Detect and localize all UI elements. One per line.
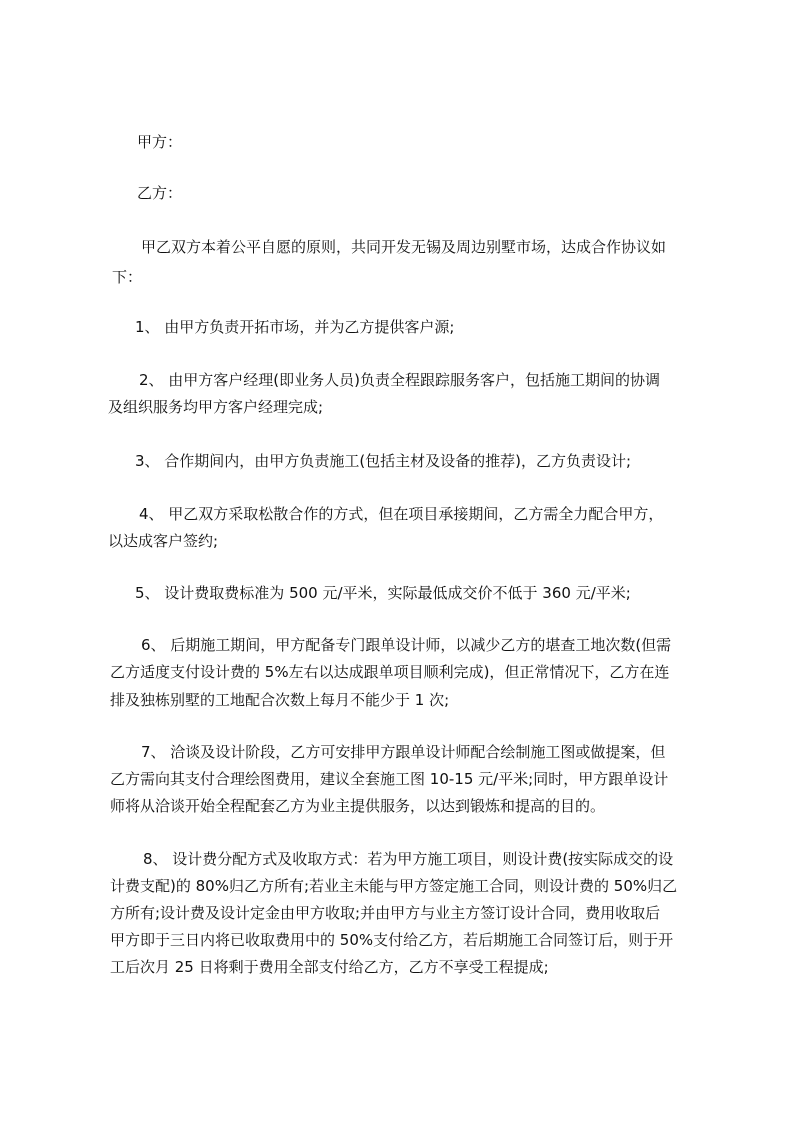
clause-8-cont: 方所有;设计费及设计定金由甲方收取;并由甲方与业主方签订设计合同，费用收取后 <box>110 904 661 922</box>
clause-6: 6、 后期施工期间，甲方配备专门跟单设计师，以减少乙方的堪查工地次数(但需 <box>141 636 672 654</box>
clause-8-cont: 甲方即于三日内将已收取费用中的 50%支付给乙方，若后期施工合同签订后，则于开 <box>110 931 674 949</box>
clause-3: 3、 合作期间内，由甲方负责施工(包括主材及设备的推荐)，乙方负责设计; <box>135 452 632 470</box>
clause-6-cont: 排及独栋别墅的工地配合次数上每月不能少于 1 次; <box>110 691 450 709</box>
clause-2: 2、 由甲方客户经理(即业务人员)负责全程跟踪服务客户，包括施工期间的协调 <box>139 371 661 389</box>
clause-1: 1、 由甲方负责开拓市场，并为乙方提供客户源; <box>135 318 455 336</box>
clause-7-cont: 师将从洽谈开始全程配套乙方为业主提供服务，以达到锻炼和提高的目的。 <box>110 797 606 815</box>
party-b-label: 乙方： <box>137 184 183 202</box>
clause-8: 8、 设计费分配方式及收取方式：若为甲方施工项目，则设计费(按实际成交的设 <box>143 850 674 868</box>
clause-4-cont: 以达成客户签约; <box>108 532 219 550</box>
clause-8-cont: 工后次月 25 日将剩于费用全部支付给乙方，乙方不享受工程提成; <box>110 958 549 976</box>
clause-7: 7、 洽谈及设计阶段，乙方可安排甲方跟单设计师配合绘制施工图或做提案，但 <box>141 743 666 761</box>
intro-line: 甲乙双方本着公平自愿的原则，共同开发无锡及周边别墅市场，达成合作协议如 <box>141 238 667 256</box>
clause-6-cont: 乙方适度支付设计费的 5%左右以达成跟单项目顺利完成)，但正常情况下，乙方在连 <box>110 663 670 681</box>
clause-4: 4、 甲乙双方采取松散合作的方式，但在项目承接期间，乙方需全力配合甲方， <box>139 505 664 523</box>
clause-7-cont: 乙方需向其支付合理绘图费用，建议全套施工图 10-15 元/平米;同时，甲方跟单设计 <box>110 770 669 788</box>
clause-8-cont: 计费支配)的 80%归乙方所有;若业主未能与甲方签定施工合同，则设计费的 50%归乙 <box>110 877 678 895</box>
clause-5: 5、 设计费取费标准为 500 元/平米，实际最低成交价不低于 360 元/平米; <box>135 584 631 602</box>
intro-line: 下： <box>112 268 143 286</box>
party-a-label: 甲方： <box>137 133 183 151</box>
clause-2-cont: 及组织服务均甲方客户经理完成; <box>108 398 324 416</box>
